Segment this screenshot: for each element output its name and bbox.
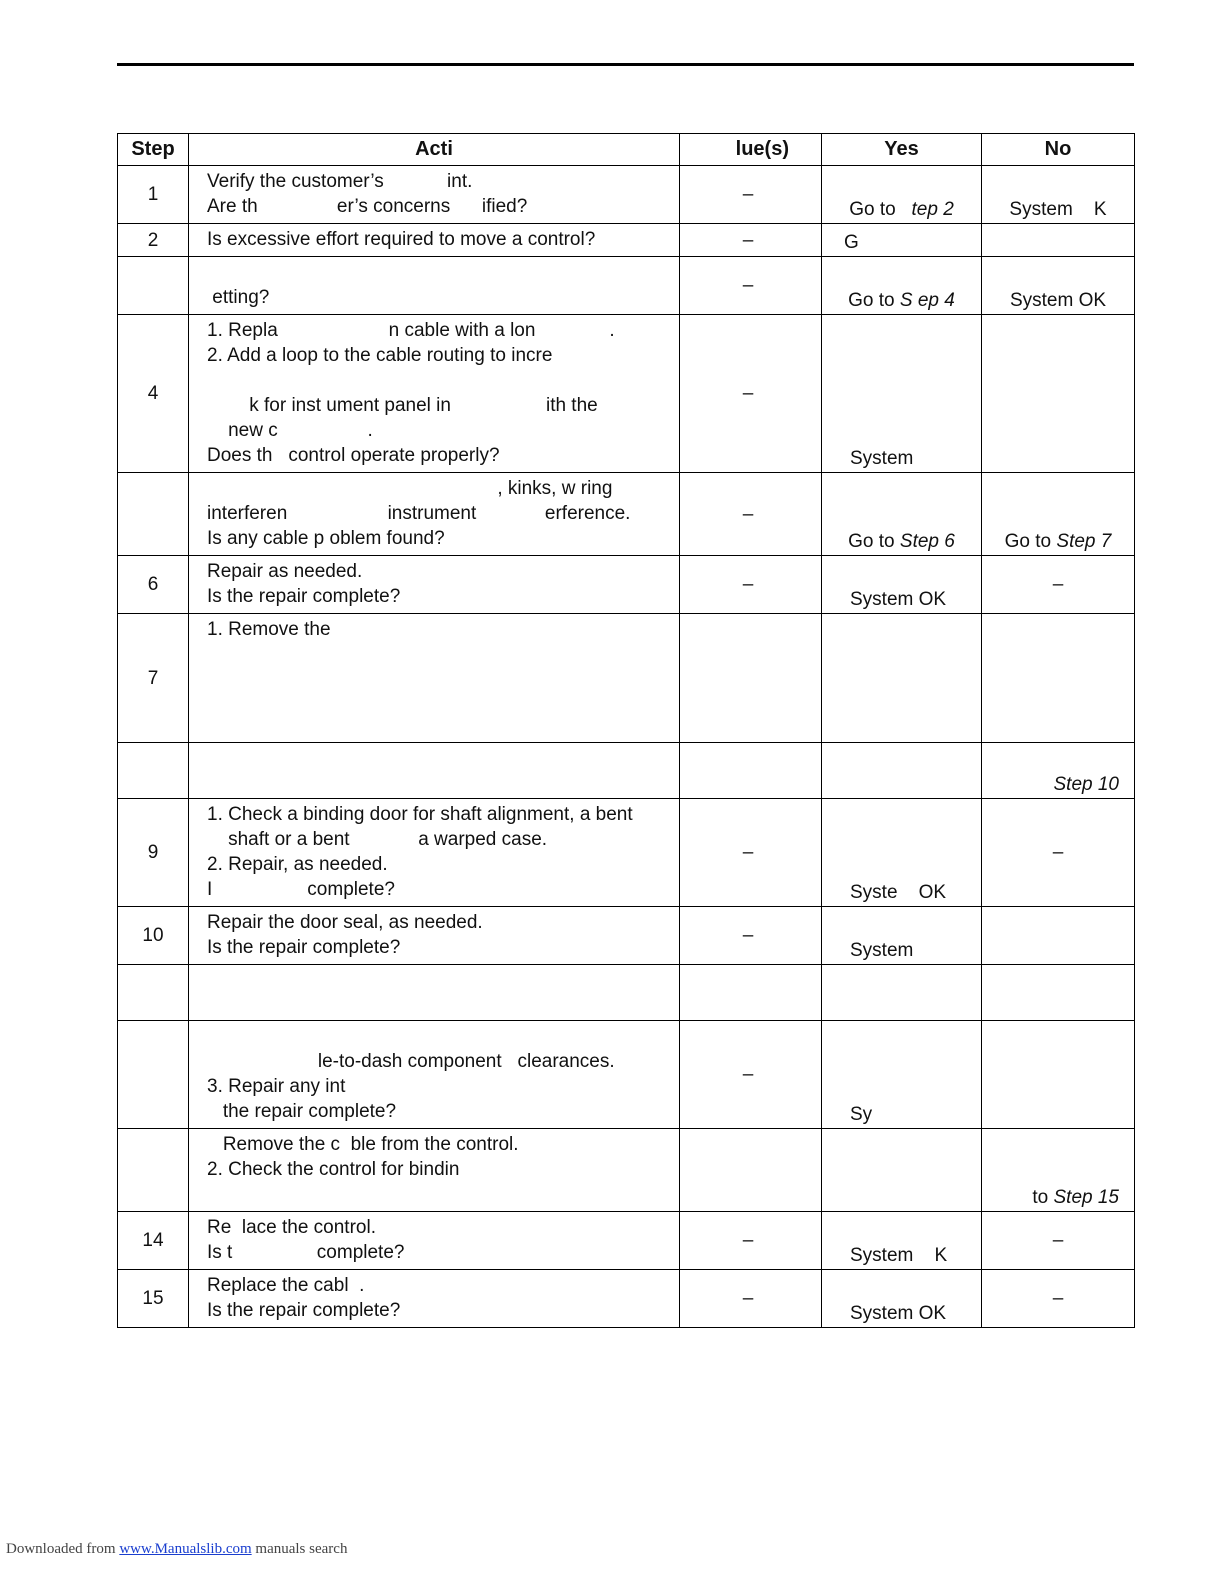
- action-cell: [189, 1270, 680, 1328]
- action-cell: [189, 473, 680, 556]
- action-line: Re lace the control.: [207, 1217, 376, 1238]
- table-row: [118, 315, 1135, 473]
- table-row: [118, 1270, 1135, 1328]
- no-cell: –: [982, 799, 1135, 907]
- step-number: 14: [118, 1212, 189, 1270]
- no-cell: –: [982, 1270, 1135, 1328]
- no-cell: –: [982, 1212, 1135, 1270]
- action-line: Replace the cabl .: [207, 1275, 365, 1296]
- action-cell: [189, 257, 680, 315]
- action-cell: [189, 315, 680, 473]
- action-line: le-to-dash component clearances.: [207, 1051, 615, 1072]
- yes-cell: [822, 1129, 982, 1212]
- values-cell: [680, 965, 822, 1021]
- no-text: to: [1032, 1187, 1054, 1208]
- no-cell: [982, 907, 1135, 965]
- no-cell: [982, 1129, 1135, 1212]
- action-line: [207, 368, 671, 393]
- table-row: [118, 166, 1135, 224]
- values-cell: –: [680, 907, 822, 965]
- table-row: [118, 965, 1135, 1021]
- action-line: Remove the c ble from the control.: [207, 1134, 519, 1155]
- top-rule: [117, 63, 1134, 66]
- table-row: [118, 556, 1135, 614]
- step-number: 1: [118, 166, 189, 224]
- yes-text: Sy: [850, 1104, 873, 1125]
- yes-cell: [822, 907, 982, 965]
- action-line: new c .: [207, 420, 373, 441]
- values-cell: [680, 743, 822, 799]
- yes-text: System: [850, 448, 914, 469]
- values-cell: –: [680, 1021, 822, 1129]
- table-row: [118, 907, 1135, 965]
- manualslib-link[interactable]: www.Manualslib.com: [119, 1541, 252, 1557]
- action-line: Does th control operate properly?: [207, 445, 500, 466]
- values-cell: [680, 614, 822, 743]
- action-line: Is any cable p oblem found?: [207, 528, 445, 549]
- table-header-row: [118, 134, 1135, 166]
- action-line: Verify the customer’s int.: [207, 171, 473, 192]
- header-values: lue(s): [680, 134, 822, 166]
- action-line: [207, 746, 671, 771]
- footer-prefix: Downloaded from: [6, 1541, 120, 1557]
- values-cell: –: [680, 166, 822, 224]
- step-number: 10: [118, 907, 189, 965]
- header-step: Step: [118, 134, 189, 166]
- step-number: 15: [118, 1270, 189, 1328]
- values-cell: –: [680, 257, 822, 315]
- table-row: [118, 799, 1135, 907]
- no-cell: [982, 473, 1135, 556]
- yes-cell: [822, 1212, 982, 1270]
- no-cell: [982, 1021, 1135, 1129]
- table-row: [118, 614, 1135, 743]
- action-line: Is t complete?: [207, 1242, 405, 1263]
- no-text: Go to: [1004, 531, 1057, 552]
- action-line: 2. Check the control for bindin: [207, 1159, 460, 1180]
- yes-text: Syste OK: [850, 882, 947, 903]
- yes-cell: [822, 1021, 982, 1129]
- action-line: Is the repair complete?: [207, 937, 401, 958]
- header-action: Acti: [189, 134, 680, 166]
- yes-cell: [822, 799, 982, 907]
- step-number: 4: [118, 315, 189, 473]
- no-cell: [982, 743, 1135, 799]
- action-cell: [189, 1212, 680, 1270]
- action-line: [207, 260, 671, 285]
- yes-text: G: [844, 232, 859, 253]
- no-cell: System K: [982, 166, 1135, 224]
- step-number: [118, 257, 189, 315]
- table-row: [118, 1212, 1135, 1270]
- action-line: , kinks, w ring: [207, 478, 613, 499]
- yes-text: Go to: [849, 199, 912, 220]
- action-cell: [189, 166, 680, 224]
- action-line: Repair the door seal, as needed.: [207, 912, 483, 933]
- yes-text: System K: [850, 1245, 948, 1266]
- yes-step-ref: tep 2: [911, 199, 954, 220]
- action-cell: [189, 1021, 680, 1129]
- action-line: [207, 968, 671, 993]
- action-line: 1. Repla n cable with a lon .: [207, 320, 615, 341]
- action-line: 2. Add a loop to the cable routing to incre: [207, 345, 553, 366]
- table-row: [118, 473, 1135, 556]
- no-cell: [982, 965, 1135, 1021]
- no-cell: [982, 614, 1135, 743]
- yes-text: Go to: [848, 531, 900, 552]
- action-line: 3. Repair any int: [207, 1076, 346, 1097]
- yes-text: System: [850, 940, 914, 961]
- yes-cell: [822, 257, 982, 315]
- no-cell: [982, 315, 1135, 473]
- table-row: [118, 257, 1135, 315]
- action-line: Is excessive effort required to move a control?: [207, 229, 596, 250]
- action-cell: [189, 224, 680, 257]
- no-step-ref: Step 15: [1053, 1187, 1119, 1208]
- yes-cell: [822, 224, 982, 257]
- no-step-ref: Step 7: [1056, 531, 1112, 552]
- step-number: [118, 1021, 189, 1129]
- action-cell: [189, 799, 680, 907]
- action-line: k for inst ument panel in ith the: [207, 395, 598, 416]
- yes-cell: [822, 166, 982, 224]
- yes-cell: [822, 1270, 982, 1328]
- yes-text: Go to: [848, 290, 900, 311]
- step-number: 2: [118, 224, 189, 257]
- step-number: [118, 743, 189, 799]
- action-line: Is the repair complete?: [207, 586, 401, 607]
- values-cell: –: [680, 1212, 822, 1270]
- action-line: the repair complete?: [207, 1101, 397, 1122]
- action-line: [207, 1182, 671, 1207]
- step-number: 7: [118, 614, 189, 743]
- action-cell: [189, 907, 680, 965]
- values-cell: –: [680, 473, 822, 556]
- table-row: [118, 224, 1135, 257]
- yes-cell: [822, 743, 982, 799]
- no-cell: –: [982, 556, 1135, 614]
- action-line: shaft or a bent a warped case.: [207, 829, 548, 850]
- values-cell: –: [680, 315, 822, 473]
- step-number: 6: [118, 556, 189, 614]
- action-cell: [189, 556, 680, 614]
- action-cell: [189, 743, 680, 799]
- action-line: Are th er’s concerns ified?: [207, 196, 528, 217]
- action-line: Repair as needed.: [207, 561, 363, 582]
- diagnostic-table: [117, 133, 1135, 1328]
- action-line: 1. Remove the: [207, 619, 331, 640]
- values-cell: –: [680, 224, 822, 257]
- footer: [6, 1541, 347, 1558]
- footer-suffix: manuals search: [251, 1541, 348, 1557]
- action-line: 2. Repair, as needed.: [207, 854, 388, 875]
- no-cell: [982, 224, 1135, 257]
- action-line: [207, 1024, 671, 1049]
- no-cell: System OK: [982, 257, 1135, 315]
- step-number: [118, 473, 189, 556]
- yes-cell: [822, 556, 982, 614]
- action-line: Is the repair complete?: [207, 1300, 401, 1321]
- action-line: I complete?: [207, 879, 395, 900]
- action-line: etting?: [207, 287, 270, 308]
- values-cell: [680, 1129, 822, 1212]
- yes-text: System OK: [850, 1303, 947, 1324]
- yes-step-ref: Step 6: [899, 531, 955, 552]
- values-cell: –: [680, 799, 822, 907]
- action-cell: [189, 1129, 680, 1212]
- yes-step-ref: S ep 4: [899, 290, 955, 311]
- yes-text: System OK: [850, 589, 947, 610]
- values-cell: –: [680, 1270, 822, 1328]
- no-step-ref: Step 10: [1053, 774, 1119, 795]
- yes-cell: [822, 473, 982, 556]
- table-row: [118, 1129, 1135, 1212]
- yes-cell: [822, 315, 982, 473]
- header-yes: Yes: [822, 134, 982, 166]
- yes-cell: [822, 614, 982, 743]
- yes-cell: [822, 965, 982, 1021]
- action-cell: [189, 614, 680, 743]
- step-number: [118, 1129, 189, 1212]
- action-line: interferen instrument erference.: [207, 503, 631, 524]
- action-cell: [189, 965, 680, 1021]
- values-cell: –: [680, 556, 822, 614]
- header-no: No: [982, 134, 1135, 166]
- table-row: [118, 743, 1135, 799]
- action-line: 1. Check a binding door for shaft alignment, a bent: [207, 804, 633, 825]
- table-row: [118, 1021, 1135, 1129]
- step-number: [118, 965, 189, 1021]
- step-number: 9: [118, 799, 189, 907]
